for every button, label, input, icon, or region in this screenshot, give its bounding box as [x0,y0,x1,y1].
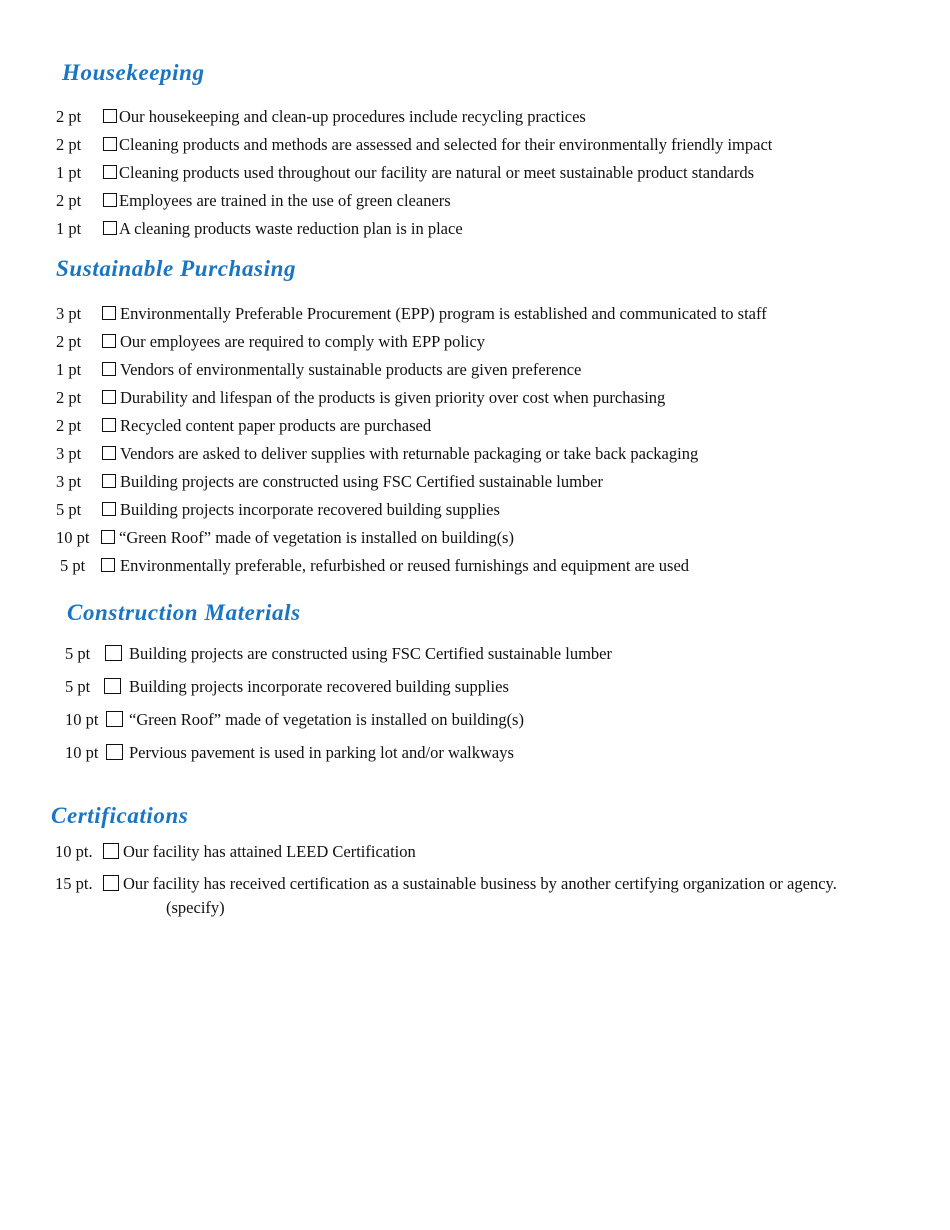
item-text: Recycled content paper products are purchased [120,416,432,435]
item-text: Our housekeeping and clean-up procedures include recycling practices [119,107,586,126]
item-text: Our employees are required to comply with EPP policy [120,332,486,351]
checklist-item [56,387,916,409]
item-text: Building projects incorporate recovered building supplies [120,500,500,519]
item-text: Building projects are constructed using FSC Certified sustainable lumber [120,472,603,491]
item-points: 10 pt. [55,842,93,861]
item-points: 2 pt [56,332,82,351]
item-points: 3 pt [56,304,82,323]
checklist-item [56,303,916,325]
checklist-item [65,643,925,665]
item-points: 1 pt [56,360,82,379]
section-title-housekeeping: Housekeeping [62,60,205,85]
item-text: Cleaning products used throughout our facility are natural or meet sustainable product standards [119,163,755,182]
item-points: 2 pt [56,107,82,126]
checkbox[interactable] [103,843,119,859]
specify-note: (specify) [166,898,225,917]
section-title-certifications: Certifications [51,803,189,828]
item-text: Durability and lifespan of the products is given priority over cost when purchasing [120,388,666,407]
item-text: Vendors of environmentally sustainable products are given preference [120,360,582,379]
item-text: Pervious pavement is used in parking lot and/or walkways [129,743,514,762]
item-text: Our facility has received certification as a sustainable business by another certifying organization or agency. [123,874,837,893]
item-points: 10 pt [56,528,90,547]
item-text: “Green Roof” made of vegetation is installed on building(s) [119,528,514,547]
checklist-item [56,415,916,437]
checkbox[interactable] [103,875,119,891]
item-points: 2 pt [56,388,82,407]
item-text: Building projects are constructed using FSC Certified sustainable lumber [129,644,612,663]
checklist-item [65,676,925,698]
checkbox[interactable] [102,446,116,460]
item-points: 10 pt [65,743,99,762]
checkbox[interactable] [102,334,116,348]
item-text: Employees are trained in the use of green cleaners [119,191,451,210]
checkbox[interactable] [103,109,117,123]
item-points: 5 pt [65,677,91,696]
checklist-item [55,841,925,863]
checkbox[interactable] [106,711,123,727]
checkbox[interactable] [106,744,123,760]
checkbox[interactable] [103,221,117,235]
item-text: Environmentally Preferable Procurement (EPP) program is established and communicated to staff [120,304,767,323]
item-text: Building projects incorporate recovered building supplies [129,677,509,696]
item-points: 5 pt [60,556,86,575]
checklist-item [56,331,916,353]
item-points: 1 pt [56,163,82,182]
item-text: Environmentally preferable, refurbished or reused furnishings and equipment are used [120,556,690,575]
section-title-construction-materials: Construction Materials [67,600,301,625]
item-points: 2 pt [56,416,82,435]
checkbox[interactable] [104,678,121,694]
checklist-item [56,471,916,493]
item-points: 3 pt [56,472,82,491]
checklist-item [65,742,925,764]
checklist-item [56,359,916,381]
item-points: 15 pt. [55,874,93,893]
checklist-item [56,134,916,156]
section-title-sustainable-purchasing: Sustainable Purchasing [56,256,297,281]
checkbox[interactable] [103,193,117,207]
item-points: 10 pt [65,710,99,729]
checkbox[interactable] [103,165,117,179]
checklist-item [56,218,916,240]
item-points: 2 pt [56,135,82,154]
item-points: 1 pt [56,219,82,238]
checklist-item [60,555,920,577]
item-text: Vendors are asked to deliver supplies with returnable packaging or take back packaging [120,444,699,463]
checkbox[interactable] [102,502,116,516]
checkbox[interactable] [102,306,116,320]
checklist-item [56,106,916,128]
item-text: Cleaning products and methods are assessed and selected for their environmentally friendly impact [119,135,773,154]
checklist-item [65,709,925,731]
checklist-item [56,443,916,465]
checklist-item [56,190,916,212]
item-text: Our facility has attained LEED Certification [123,842,416,861]
checklist-item [55,873,925,895]
checkbox[interactable] [102,390,116,404]
item-points: 5 pt [65,644,91,663]
checkbox[interactable] [103,137,117,151]
item-points: 3 pt [56,444,82,463]
checkbox[interactable] [101,558,115,572]
checkbox[interactable] [101,530,115,544]
checkbox[interactable] [102,418,116,432]
checkbox[interactable] [105,645,122,661]
checkbox[interactable] [102,362,116,376]
checklist-item [56,527,916,549]
item-text: “Green Roof” made of vegetation is installed on building(s) [129,710,524,729]
checklist-item [56,162,916,184]
item-points: 2 pt [56,191,82,210]
item-text: A cleaning products waste reduction plan is in place [119,219,463,238]
item-points: 5 pt [56,500,82,519]
checkbox[interactable] [102,474,116,488]
checklist-item [56,499,916,521]
